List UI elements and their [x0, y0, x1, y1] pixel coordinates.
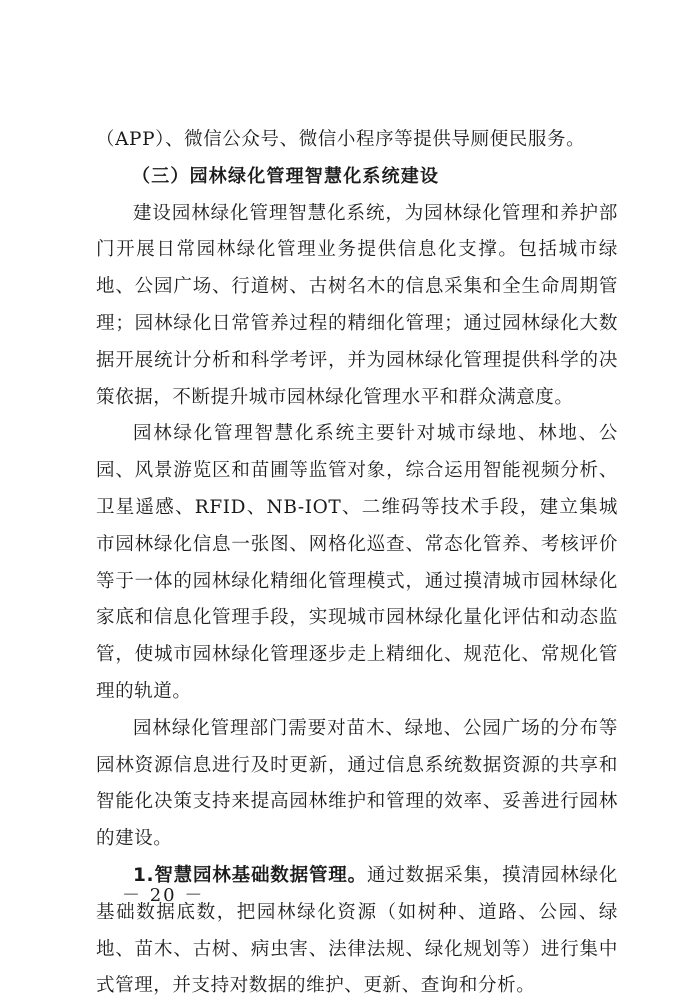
- paragraph-3: 园林绿化管理部门需要对苗木、绿地、公园广场的分布等园林资源信息进行及时更新，通过信息系统数据资源的共享和智能化决策支持来提高园林维护和管理的效率、妥善进行园林的建设。: [96, 717, 618, 850]
- page-number: － 20 －: [122, 885, 205, 906]
- paragraph-2: 园林绿化管理智慧化系统主要针对城市绿地、林地、公园、风景游览区和苗圃等监管对象，综合运用智能视频分析、卫星遥感、RFID、NB-IOT、二维码等技术手段，建立集城市园林绿化信息一张图、网格化巡查、常态化管养、考核评价等于一体的园林绿化精细化管理模式，通过摸清城市园林绿化家底和信息化管理手段，实现城市园林绿化量化评估和动态监管，使城市园林绿化管理逐步走上精细化、规范化、常规化管理的轨道。: [96, 423, 618, 702]
- paragraph-4: [96, 858, 618, 1005]
- paragraph-4-body: 通过数据采集，摸清园林绿化基础数据底数，把园林绿化资源（如树种、道路、公园、绿地、苗木、古树、病虫害、法律法规、绿化规划等）进行集中式管理，并支持对数据的维护、更新、查询和分析。: [96, 864, 618, 997]
- section-heading: （三）园林绿化管理智慧化系统建设: [132, 165, 440, 187]
- paragraph-1: 建设园林绿化管理智慧化系统，为园林绿化管理和养护部门开展日常园林绿化管理业务提供信息化支撑。包括城市绿地、公园广场、行道树、古树名木的信息采集和全生命周期管理；园林绿化日常管养过程的精细化管理；通过园林绿化大数据开展统计分析和科学考评，并为园林绿化管理提供科学的决策依据，不断提升城市园林绿化管理水平和群众满意度。: [96, 202, 618, 408]
- document-body: [96, 122, 618, 1005]
- paragraph-continuation: （APP）、微信公众号、微信小程序等提供导厕便民服务。: [96, 129, 586, 150]
- paragraph-4-lead: 1.智慧园林基础数据管理。: [133, 864, 367, 886]
